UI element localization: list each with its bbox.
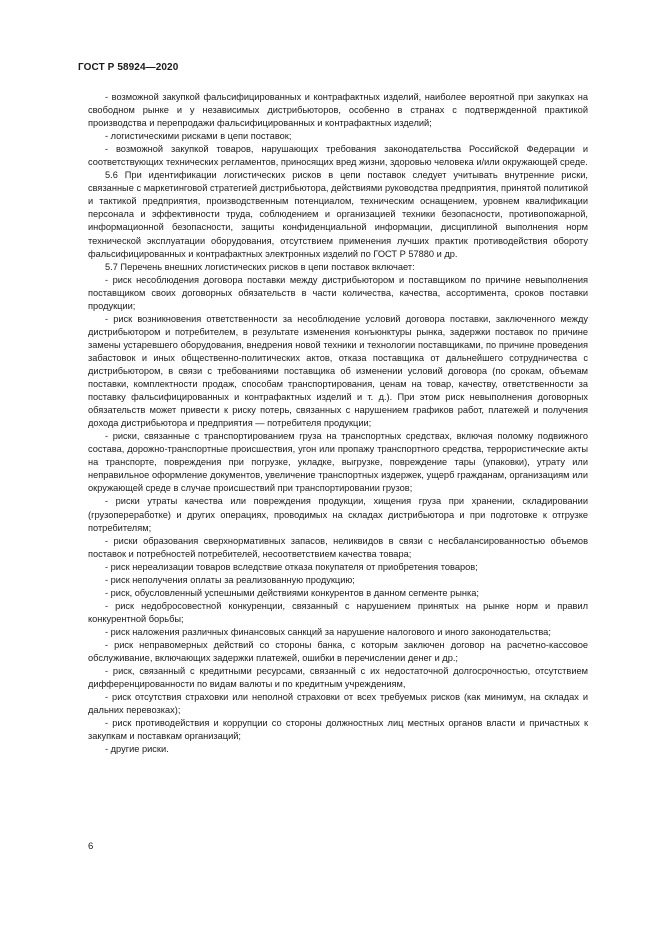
paragraph: - другие риски. — [105, 744, 169, 755]
paragraph: - риск, обусловленный успешными действиями конкурентов в данном сегменте рынка; — [105, 587, 479, 598]
paragraph: 5.6 При идентификации логистических рисков в цепи поставок следует учитывать внутренние риски, связанные с маркетинговой стратегией дистрибьютора, действиями руководства предприятия, принятой политикой и тактикой предприятия, производственным потенциалом, техническим оснащением, уровнем квалификации персонала и эффективности труда, соблюдением и организацией техники безопасности, противопожарной, информационной безопасности, защиты конфиденциальной информации, дисциплиной выполнения норм технической эксплуатации оборудования, отсутствием применения лучших практик противодействия обороту фальсифицированных и контрафактных электронных изделий по ГОСТ Р 57880 и др. — [88, 170, 588, 259]
paragraph: - риск, связанный с кредитными ресурсами, связанный с их недостаточной долгосрочностью, отсутствием дифференцированности по видам валюты и по кредитным учреждениям, — [88, 666, 588, 690]
paragraph: - риски утраты качества или повреждения продукции, хищения груза при хранении, складировании (грузопереработке) и других операциях, проводимых на складах дистрибьютора и при подготовке к отгрузке потребителям; — [88, 496, 588, 533]
paragraph: - риск нереализации товаров вследствие отказа покупателя от приобретения товаров; — [105, 561, 478, 572]
paragraph: - логистическими рисками в цепи поставок; — [105, 131, 292, 142]
paragraph: - риски, связанные с транспортированием груза на транспортных средствах, включая поломку подвижного состава, дорожно-транспортные происшествия, угон или пропажу транспортного средства, террористические акты на транспорте, повреждения при погрузке, укладке, выгрузке, повреждение тары (упаковки), утрату или неправильное оформление документов, увеличение транспортных издержек, ущерб гражданам, организациям или окружающей среде в случае происшествий при транспортировании грузов; — [88, 431, 588, 494]
paragraph: - риск недобросовестной конкуренции, связанный с нарушением принятых на рынке норм и правил конкурентной борьбы; — [88, 600, 588, 624]
paragraph: - риск наложения различных финансовых санкций за нарушение налогового и иного законодательства; — [105, 626, 551, 637]
document-header: ГОСТ Р 58924—2020 — [78, 62, 179, 73]
paragraph: - риск несоблюдения договора поставки между дистрибьютором и поставщиком по причине невыполнения поставщиком своих договорных обязательств в части количества, качества, ассортимента, сроков поставки продукции; — [88, 274, 588, 311]
paragraph: - риск неполучения оплаты за реализованную продукцию; — [105, 574, 355, 585]
paragraph: - риск отсутствия страховки или неполной страховки от всех требуемых рисков (как минимум, на складах и дальних перевозках); — [88, 692, 588, 716]
document-body — [88, 91, 588, 756]
paragraph: 5.7 Перечень внешних логистических рисков в цепи поставок включает: — [105, 261, 415, 272]
page-number: 6 — [88, 841, 94, 852]
paragraph: - возможной закупкой товаров, нарушающих требования законодательства Российской Федерации и соответствующих технических регламентов, приносящих вред жизни, здоровью человека и/или окружающей среде. — [88, 144, 588, 168]
paragraph: - риски образования сверхнормативных запасов, неликвидов в связи с несбалансированностью объемов поставок и потребностей потребителей, несоответствием качества товара; — [88, 535, 588, 559]
paragraph: - риск неправомерных действий со стороны банка, с которым заключен договор на расчетно-кассовое обслуживание, включающих задержки платежей, ошибки в перечислении денег и др.; — [88, 639, 588, 664]
paragraph: - риск возникновения ответственности за несоблюдение условий договора поставки, заключенного между дистрибьютором и потребителем, в результате изменения конъюнктуры рынка, задержки поставок по причине замены устаревшего оборудования, внедрения новой техники и технологии поставщиками, по причине проведения забастовок и иных общественно-политических актов, отказа поставщика от дальнейшего сотрудничества с дистрибьютором, в связи с требованиями поставщика об изменении условий договора (по срокам, объемам поставки, комплектности продаж, способам транспортирования, ценам на товар, качеству, ответственности за поставку фальсифицированных и контрафактных изделий и т. д.). При этом риск невыполнения договорных обязательств может привести к риску потерь, связанных с нарушением графиков работ, платежей и получения дохода дистрибьютора и предприятия — потребителя продукции; — [88, 313, 588, 429]
paragraph: - риск противодействия и коррупции со стороны должностных лиц местных органов власти и причастных к закупкам и поставкам организаций; — [88, 718, 588, 742]
paragraph: - возможной закупкой фальсифицированных и контрафактных изделий, наиболее вероятной при закупках на свободном рынке и у независимых дистрибьюторов, особенно в странах с подтвержденной практикой производства и перепродажи фальсифицированных и контрафактных изделий; — [88, 92, 588, 129]
